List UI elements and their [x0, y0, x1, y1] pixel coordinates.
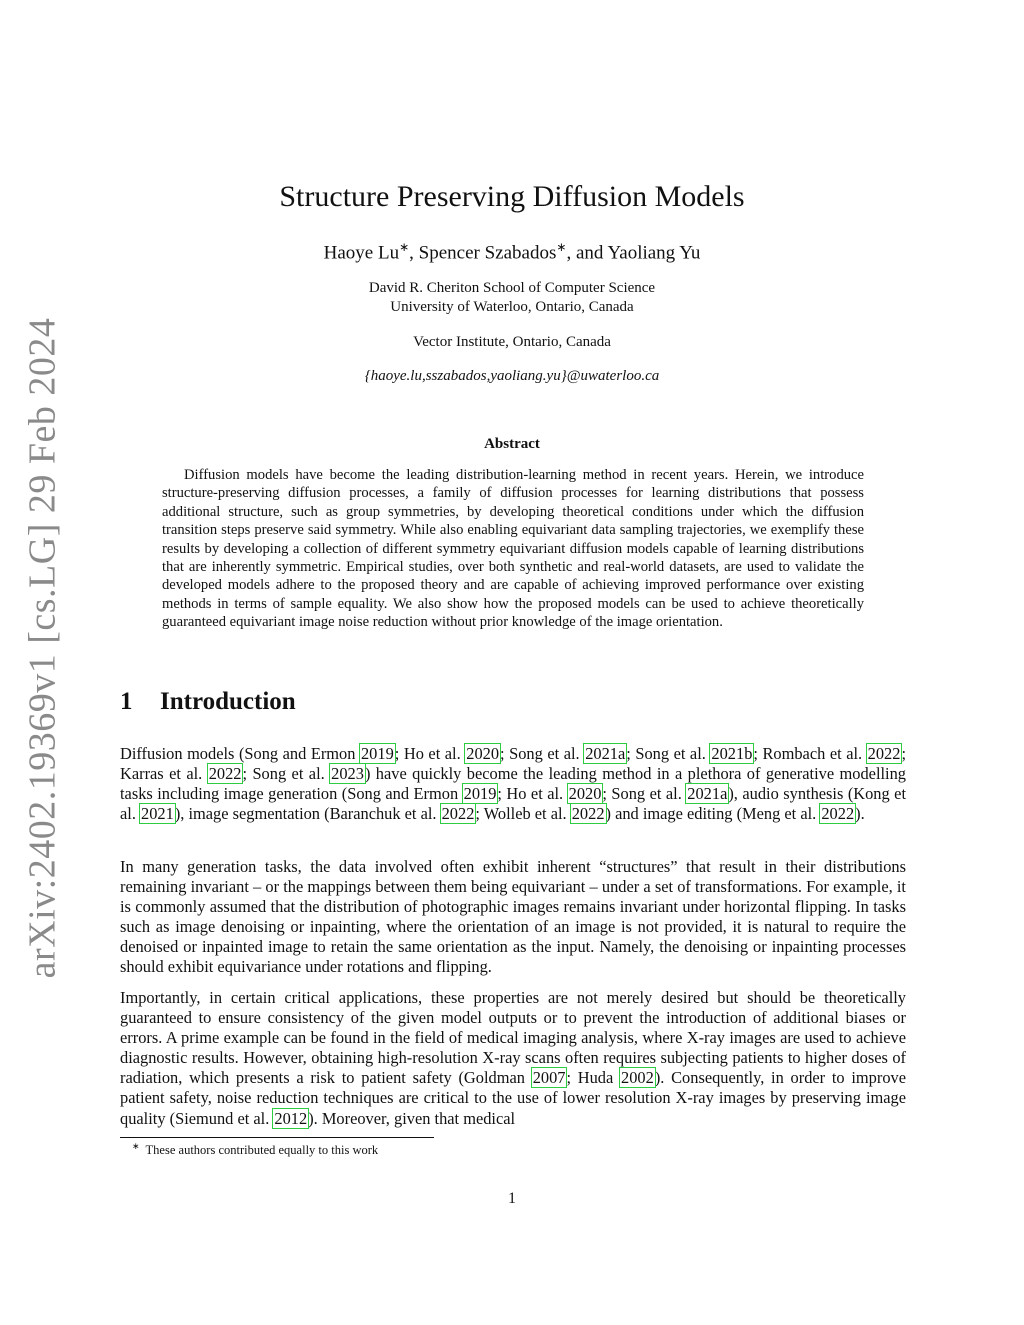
citation-link[interactable]: 2020: [568, 784, 602, 804]
citation-link[interactable]: 2023: [331, 764, 364, 784]
affiliation-vector: [0, 333, 1024, 352]
intro-paragraph-1: Diffusion models (Song and Ermon 2019; Ho et al. 2020; Song et al. 2021a; Song et al. 2021b; Rombach et al. 2022; Karras et al. 2022; Song et al. 2023) have quickly become the leading method in a plethora of generative modelling tasks including image generation (Song and Ermon 2019; Ho et al. 2020; Song et al. 2021a), audio synthesis (Kong et al. 2021), image segmentation (Baranchuk et al. 2022; Wolleb et al. 2022) and image editing (Meng et al. 2022).: [120, 744, 906, 824]
intro-paragraph-2: In many generation tasks, the data involved often exhibit inherent “structures” that result in their distributions remaining invariant – or the mappings between them being equivariant – under a set of transformations. For example, it is commonly assumed that the distribution of photographic images remains invariant under horizontal flipping. In tasks such as image denoising or inpainting, where the orientation of an image is not provided, it is natural to require the denoised or inpainted image to retain the same orientation as the input. Namely, the denoising or inpainting processes should exhibit equivariance under rotations and flipping.: [120, 857, 906, 977]
affiliation-line: David R. Cheriton School of Computer Science: [368, 280, 656, 296]
citation-link[interactable]: 2019: [463, 784, 497, 804]
author-name: Spencer Szabados: [418, 242, 557, 264]
citation-link[interactable]: 2021: [141, 804, 174, 824]
author-emails: {haoye.lu,sszabados,yaoliang.yu}@uwaterloo.ca: [364, 368, 660, 384]
citation-link[interactable]: 2022: [821, 804, 855, 824]
intro-paragraph-3: Importantly, in certain critical applications, these properties are not merely desired but should be theoretically guaranteed to ensure consistency of the given model outputs or to prevent the introduction of additional biases or errors. A prime example can be found in the field of medical imaging analysis, where X-ray images are used to achieve diagnostic results. However, obtaining high-resolution X-ray scans often requires subjecting patients to higher doses of radiation, which presents a risk to patient safety (Goldman 2007; Huda 2002). Consequently, in order to improve patient safety, noise reduction techniques are critical to the use of lower resolution X-ray images by preserving image quality (Siemund et al. 2012). Moreover, given that medical: [120, 988, 906, 1128]
affiliation-line: University of Waterloo, Ontario, Canada: [390, 299, 634, 315]
abstract-body: Diffusion models have become the leading distribution-learning method in recent years. Herein, we introduce structure-preserving diffusion processes, a family of diffusion processes for learning distributions that possess additional structure, such as group symmetries, by developing theoretical conditions under which the diffusion transition steps preserve said symmetry. While also enabling equivariant data sampling trajectories, we exemplify these results by developing a collection of different symmetry equivariant diffusion models capable of learning distributions that are inherently symmetric. Empirical studies, over both synthetic and real-world datasets, are used to validate the developed models adhere to the proposed theory and are capable of achieving improved performance over existing methods in terms of sample equality. We also show how the proposed models can be used to achieve theoretically guaranteed equivariant image noise reduction without prior knowledge of the image orientation.: [162, 467, 864, 631]
affiliation-line: Vector Institute, Ontario, Canada: [413, 334, 611, 350]
citation-link[interactable]: 2020: [466, 744, 500, 763]
citation-link[interactable]: 2022: [867, 744, 901, 763]
page-number: 1: [508, 1190, 516, 1207]
citation-link[interactable]: 2021b: [711, 744, 753, 763]
author-list: Haoye Lu∗, Spencer Szabados∗, and Yaoliang Yu: [323, 240, 701, 264]
citation-link[interactable]: 2022: [208, 764, 242, 784]
citation-link[interactable]: 2007: [532, 1068, 566, 1088]
author-name: Haoye Lu: [323, 242, 400, 264]
citation-link[interactable]: 2019: [360, 744, 394, 763]
equal-contribution-mark: ∗: [556, 240, 567, 254]
author-name: Yaoliang Yu: [607, 242, 701, 264]
section-heading-introduction: [120, 688, 296, 716]
citation-link[interactable]: 2012: [274, 1108, 308, 1128]
paper-title: Structure Preserving Diffusion Models: [279, 180, 745, 213]
citation-link[interactable]: 2022: [571, 804, 605, 824]
arxiv-identifier[interactable]: arXiv:2402.19369v1 [cs.LG] 29 Feb 2024: [21, 317, 64, 978]
footnote: [132, 1141, 379, 1158]
equal-contribution-mark: ∗: [399, 240, 410, 254]
affiliation-waterloo: [0, 279, 1024, 317]
citation-link[interactable]: 2002: [621, 1068, 654, 1088]
footnote-text: These authors contributed equally to this work: [145, 1143, 379, 1158]
citation-link[interactable]: 2021a: [585, 744, 626, 763]
footnote-divider: [120, 1137, 434, 1138]
section-title: Introduction: [160, 688, 296, 715]
section-number: 1: [120, 688, 133, 715]
citation-link[interactable]: 2022: [441, 804, 475, 824]
citation-link[interactable]: 2021a: [687, 784, 728, 804]
footnote-mark: ∗: [132, 1141, 140, 1151]
abstract-heading: Abstract: [484, 436, 540, 452]
